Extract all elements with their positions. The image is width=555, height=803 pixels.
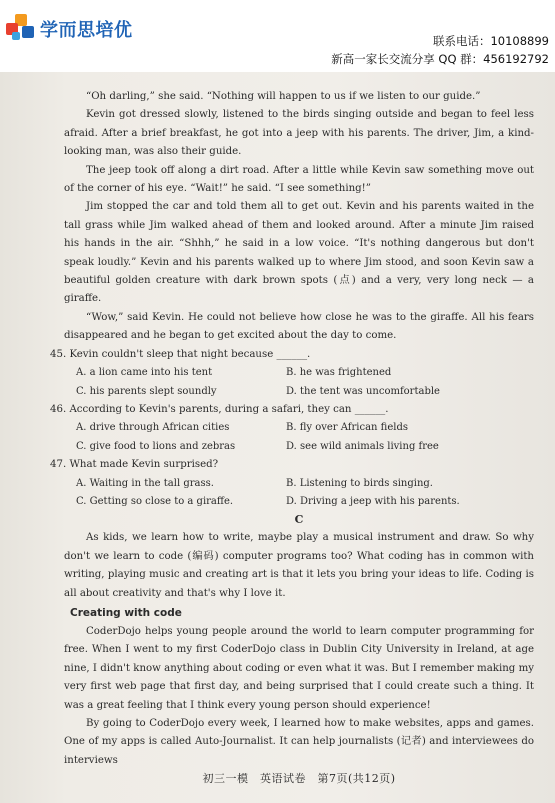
contact-info [331,32,549,68]
question-45-options [76,364,534,401]
option: D. see wild animals living free [286,440,439,452]
logo-icon [6,14,36,44]
contact-qq: 新高一家长交流分享 QQ 群：456192792 [331,52,549,66]
site-header [0,0,555,72]
question-46-options [76,419,534,456]
section-label: C [294,513,304,527]
option: D. the tent was uncomfortable [286,385,440,397]
option: C. give food to lions and zebras [76,440,236,452]
option: B. fly over African fields [286,422,408,434]
option: A. drive through African cities [76,422,230,434]
question-47: 47. What made Kevin surprised? [50,459,219,471]
section-subtitle: Creating with code [70,606,182,619]
logo-text: 学而思培优 [40,20,133,41]
option: C. Getting so close to a giraffe. [76,495,234,507]
exam-page [0,72,555,803]
passage-paragraph: CoderDojo helps young people around the world to learn computer programming for free. When I went to my first CoderDojo class in Dublin City University in Ireland, at age nine, I didn't know anything about coding or even what it was. But I remember making my very first web page that first day, and being surprised that I could create such a thing. It was a great feeling that I think every young person should experience! [64,625,534,711]
question-47-options [76,475,534,512]
option: D. Driving a jeep with his parents. [286,495,460,507]
option: A. a lion came into his tent [76,367,213,379]
passage-paragraph: The jeep took off along a dirt road. After a little while Kevin saw something move out of the corner of his eye. “Wait!” he said. “I see something!” [64,164,534,195]
passage-paragraph: As kids, we learn how to write, maybe play a musical instrument and draw. So why don't we learn to code (编码) computer programs too? What coding has in common with writing, playing music and creating art is that it lets you bring your ideas to life. Coding is all about creativity and that's why I love it. [64,532,534,599]
passage-paragraph: Kevin got dressed slowly, listened to the birds singing outside and began to feel less afraid. After a brief breakfast, he got into a jeep with his parents. The driver, Jim, a kind-looking man, was also their guide. [64,109,534,158]
passage-paragraph: “Wow,” said Kevin. He could not believe how close he was to the giraffe. All his fears disappeared and he began to get excited about the day to come. [64,311,534,342]
page-footer: 初三一模 英语试卷 第7页(共12页) [202,772,396,785]
option: C. his parents slept soundly [76,385,217,397]
question-45: 45. Kevin couldn't sleep that night because ______. [50,348,311,360]
option: B. he was frightened [286,367,392,379]
exam-content [50,88,534,785]
passage-paragraph: By going to CoderDojo every week, I learned how to make websites, apps and games. One of my apps is called Auto-Journalist. It can help journalists (记者) and interviewees do interviews [64,718,534,766]
contact-phone: 联系电话：10108899 [432,34,549,48]
option: B. Listening to birds singing. [286,477,433,489]
option: A. Waiting in the tall grass. [76,477,214,489]
question-46: 46. According to Kevin's parents, during a safari, they can ______. [50,403,389,415]
passage-paragraph: Jim stopped the car and told them all to get out. Kevin and his parents waited in the tall grass while Jim walked ahead of them and looked around. After a minute Jim raised his hands in the air. “Shhh,” he said in a low voice. “It's nothing dangerous but don't speak loudly.” Kevin and his parents walked up to where Jim stood, and soon Kevin saw a beautiful golden creature with dark brown spots (点) and a very, very long neck — a giraffe. [64,201,534,305]
passage-paragraph: “Oh darling,” she said. “Nothing will happen to us if we listen to our guide.” [86,91,481,102]
logo [6,14,133,44]
